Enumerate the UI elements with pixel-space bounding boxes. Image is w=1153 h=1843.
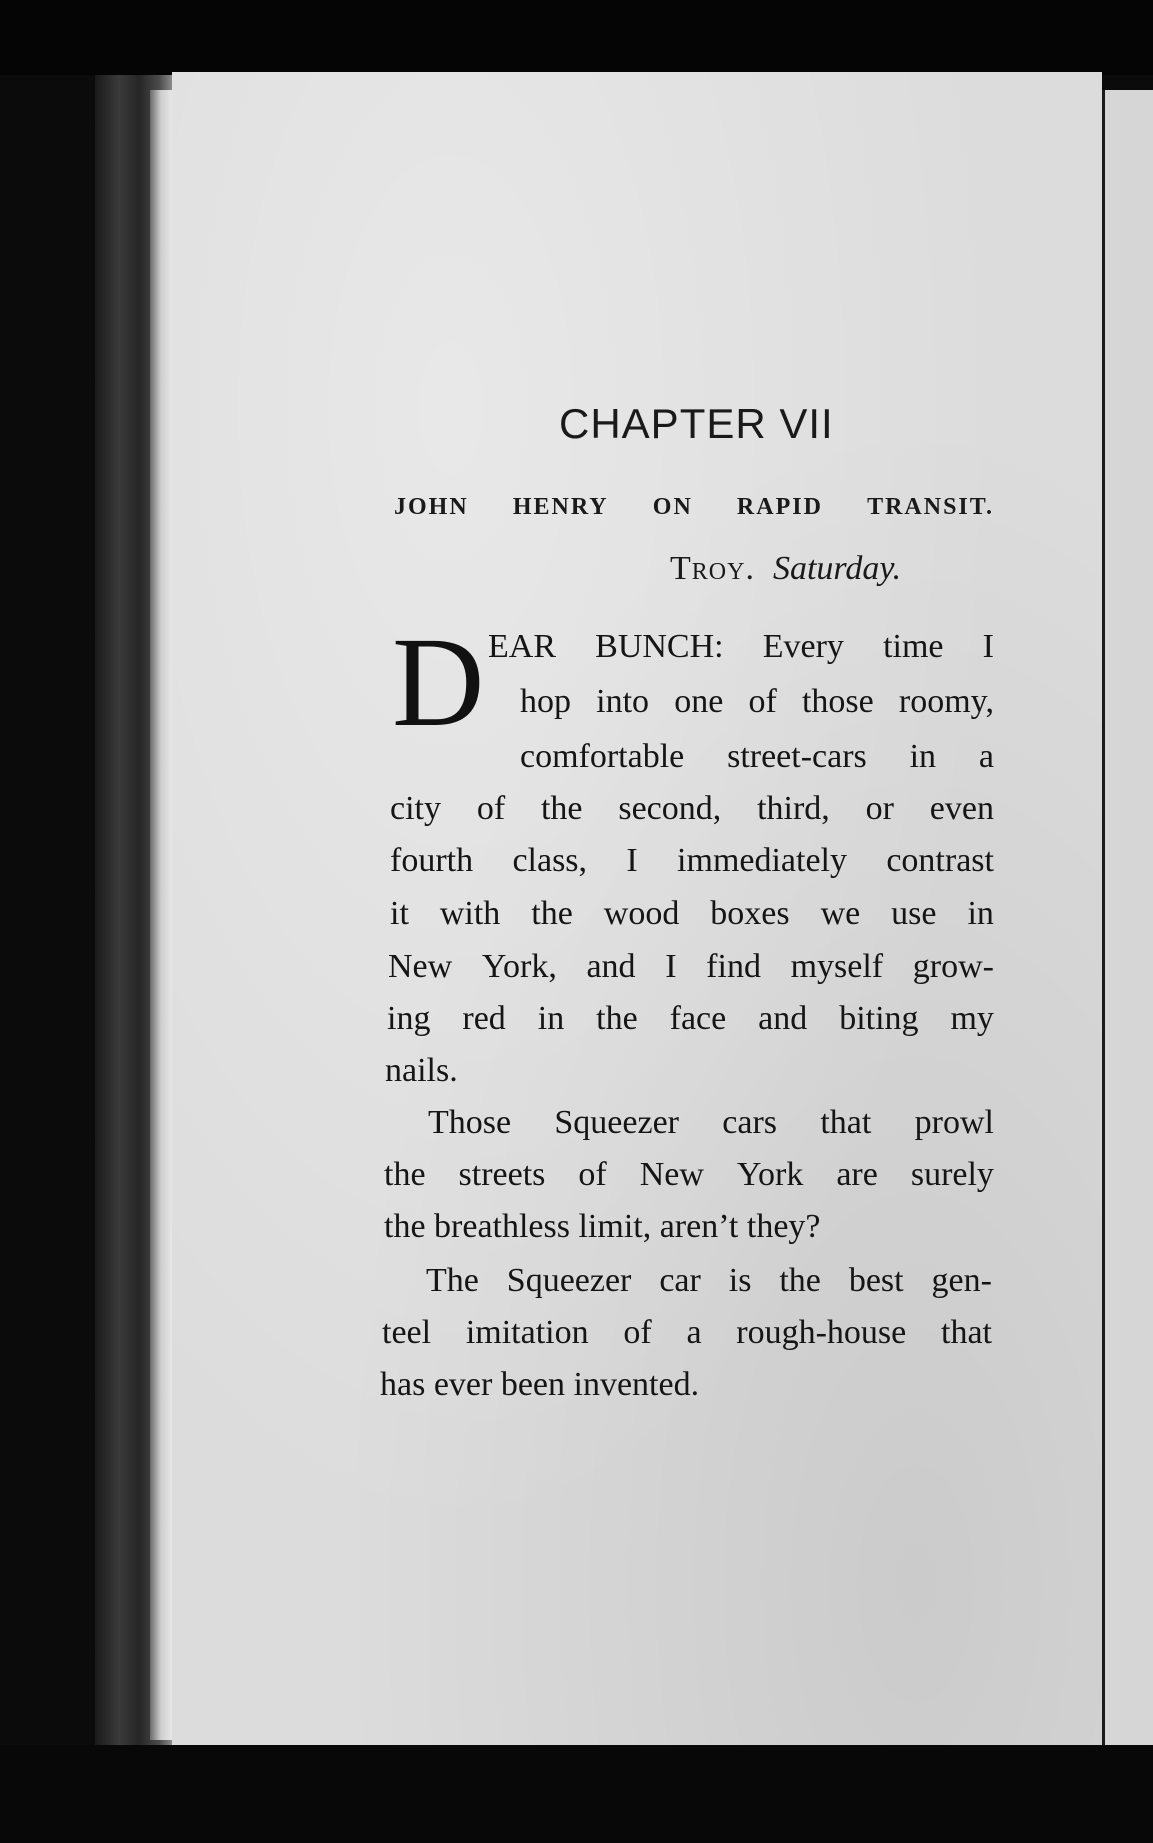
word: New bbox=[388, 948, 453, 985]
word: boxes bbox=[710, 895, 790, 932]
word: of bbox=[578, 1156, 607, 1193]
word: York bbox=[736, 1156, 804, 1193]
page-gutter-edge bbox=[150, 90, 172, 1740]
word: rough-house bbox=[736, 1314, 907, 1351]
dateline-day: Saturday. bbox=[772, 550, 902, 587]
text-line bbox=[390, 842, 994, 880]
word: in bbox=[537, 1000, 565, 1037]
word: streets bbox=[458, 1156, 546, 1193]
word: teel bbox=[382, 1314, 432, 1351]
word: the bbox=[531, 895, 573, 932]
scan-top-border bbox=[0, 0, 1153, 75]
word: a bbox=[978, 738, 994, 775]
word: find bbox=[706, 948, 761, 985]
heading-word: JOHN bbox=[394, 494, 469, 520]
text-line bbox=[387, 1000, 994, 1038]
text-line: has ever been invented. bbox=[380, 1366, 700, 1403]
word: I bbox=[626, 842, 638, 879]
word: a bbox=[686, 1314, 702, 1351]
text-line bbox=[390, 895, 994, 933]
word: and bbox=[758, 1000, 808, 1037]
dateline-place: Troy. bbox=[670, 550, 755, 587]
word: grow- bbox=[912, 948, 994, 985]
word: the bbox=[596, 1000, 638, 1037]
heading-word: TRANSIT. bbox=[867, 494, 994, 520]
word: surely bbox=[910, 1156, 994, 1193]
text-line bbox=[520, 683, 994, 721]
word: face bbox=[669, 1000, 727, 1037]
word: New bbox=[639, 1156, 704, 1193]
word: are bbox=[836, 1156, 878, 1193]
word: I bbox=[665, 948, 677, 985]
letter-dateline bbox=[670, 550, 901, 588]
word: Those bbox=[428, 1104, 512, 1141]
text-line bbox=[388, 948, 994, 986]
word: and bbox=[586, 948, 636, 985]
word: street-cars bbox=[727, 738, 867, 775]
scan-bottom-border bbox=[0, 1745, 1153, 1843]
word: is bbox=[728, 1262, 752, 1299]
word: I bbox=[982, 628, 994, 665]
chapter-heading bbox=[394, 494, 994, 521]
word: gen- bbox=[931, 1262, 992, 1299]
word: best bbox=[848, 1262, 904, 1299]
word: car bbox=[659, 1262, 701, 1299]
word: my bbox=[950, 1000, 994, 1037]
word: Squeezer bbox=[506, 1262, 632, 1299]
word: it bbox=[390, 895, 409, 932]
word: York, bbox=[481, 948, 557, 985]
text-line: nails. bbox=[385, 1052, 458, 1089]
chapter-title: CHAPTER VII bbox=[559, 400, 834, 447]
heading-word: HENRY bbox=[512, 494, 609, 520]
word: Squeezer bbox=[554, 1104, 679, 1141]
word: Every bbox=[762, 628, 844, 665]
word: The bbox=[426, 1262, 479, 1299]
word: third, bbox=[757, 790, 830, 827]
word: time bbox=[883, 628, 944, 665]
word: contrast bbox=[886, 842, 994, 879]
word: ing bbox=[387, 1000, 431, 1037]
word: immediately bbox=[677, 842, 847, 879]
word: hop bbox=[520, 683, 571, 720]
word: of bbox=[476, 790, 506, 827]
word: comfortable bbox=[520, 738, 685, 775]
word: that bbox=[941, 1314, 992, 1351]
word: those bbox=[801, 683, 874, 720]
word: city bbox=[390, 790, 441, 827]
word: the bbox=[384, 1156, 426, 1193]
word: biting bbox=[839, 1000, 919, 1037]
word: with bbox=[439, 895, 501, 932]
text-line bbox=[428, 1104, 994, 1142]
text-line bbox=[390, 790, 994, 828]
text-line bbox=[488, 628, 994, 666]
facing-page-edge bbox=[1102, 90, 1153, 1750]
word: that bbox=[820, 1104, 872, 1141]
word: the bbox=[779, 1262, 821, 1299]
word: of bbox=[748, 683, 777, 720]
word: myself bbox=[790, 948, 884, 985]
word: wood bbox=[603, 895, 680, 932]
word: red bbox=[462, 1000, 506, 1037]
text-line bbox=[520, 738, 994, 776]
word: imitation bbox=[465, 1314, 589, 1351]
word: of bbox=[623, 1314, 652, 1351]
word: into bbox=[596, 683, 650, 720]
word: or bbox=[865, 790, 894, 827]
word: prowl bbox=[914, 1104, 994, 1141]
heading-word: ON bbox=[652, 494, 693, 520]
text-line bbox=[426, 1262, 992, 1300]
word: roomy, bbox=[898, 683, 994, 720]
word: even bbox=[929, 790, 994, 827]
word: BUNCH: bbox=[595, 628, 724, 665]
heading-word: RAPID bbox=[736, 494, 823, 520]
text-line bbox=[384, 1156, 994, 1194]
word: in bbox=[967, 895, 994, 932]
word: in bbox=[909, 738, 937, 775]
word: second, bbox=[618, 790, 722, 827]
word: cars bbox=[722, 1104, 778, 1141]
text-line: the breathless limit, aren’t they? bbox=[384, 1208, 821, 1245]
word: class, bbox=[512, 842, 588, 879]
drop-cap-initial: D bbox=[392, 611, 485, 753]
word: we bbox=[820, 895, 861, 932]
text-line bbox=[382, 1314, 992, 1352]
word: use bbox=[891, 895, 937, 932]
word: fourth bbox=[390, 842, 474, 879]
word: EAR bbox=[488, 628, 556, 665]
word: the bbox=[540, 790, 583, 827]
word: one bbox=[674, 683, 724, 720]
